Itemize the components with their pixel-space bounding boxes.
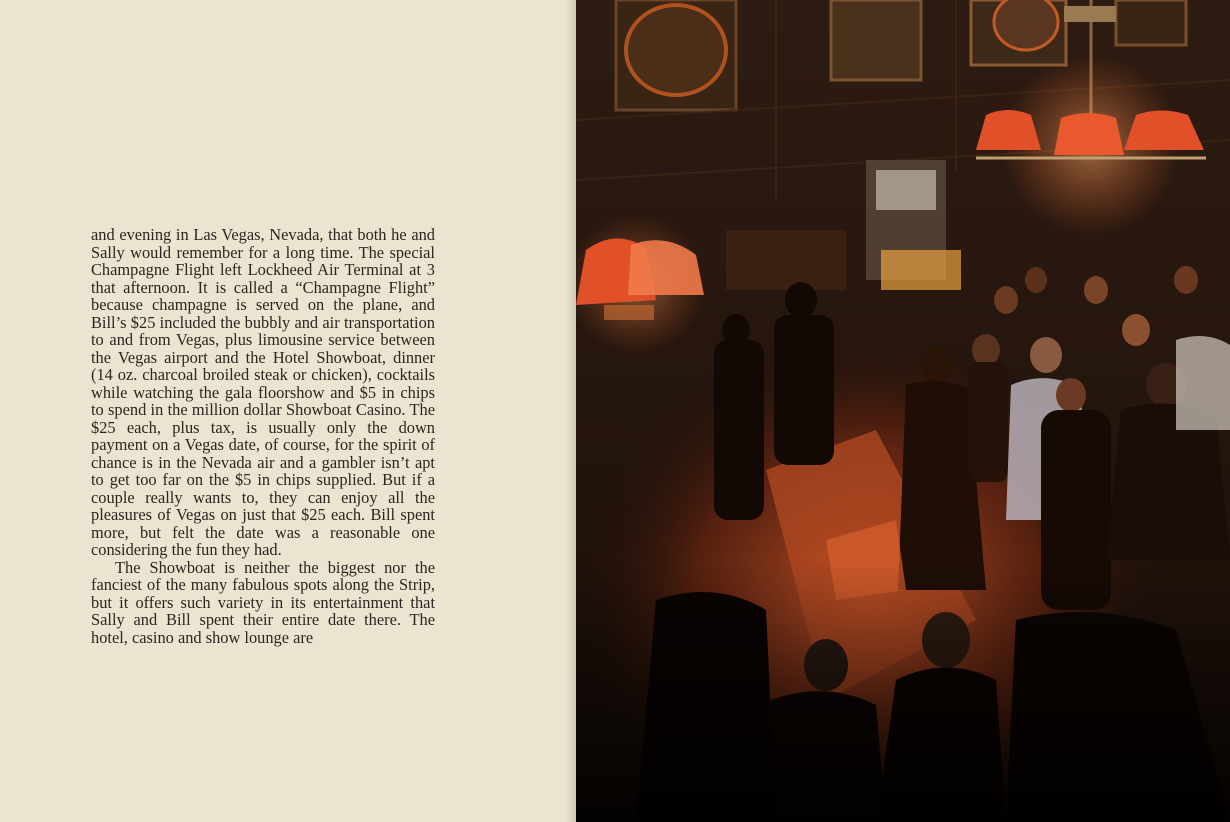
article-paragraph-2: The Showboat is neither the biggest nor the fanciest of the many fabulous spots along the Strip, but it offers such variety in its entertainment that Sally and Bill spent their entire date there. The hotel, casino and show lounge are bbox=[91, 557, 435, 647]
article-paragraph-1: and evening in Las Vegas, Nevada, that both he and Sally would remember for a long time. The special Champagne Flight left Lockheed Air Terminal at 3 that afternoon. It is called a “Champagne Flight” because champagne is served on the plane, and Bill’s $25 included the bubbly and air transportation to and from Vegas, plus limousine service between the Vegas airport and the Hotel Showboat, dinner (14 oz. charcoal broiled steak or chicken), cocktails while watching the gala floorshow and $5 in chips to spend in the million dollar Showboat Casino. The $25 each, plus tax, is usually only the down payment on a Vegas date, of course, for the spirit of chance is in the Nevada air and a gambler isn’t apt to get too far on the $5 in chips supplied. But if a couple really wants to, they can enjoy all the pleasures of Vegas on just that $25 each. Bill spent more, but felt the date was a reasonable one considering the fun they had. bbox=[91, 225, 435, 559]
article-column bbox=[91, 226, 435, 646]
casino-interior-photo bbox=[576, 0, 1230, 822]
text-page bbox=[0, 0, 576, 822]
casino-photo-illustration bbox=[576, 0, 1230, 822]
